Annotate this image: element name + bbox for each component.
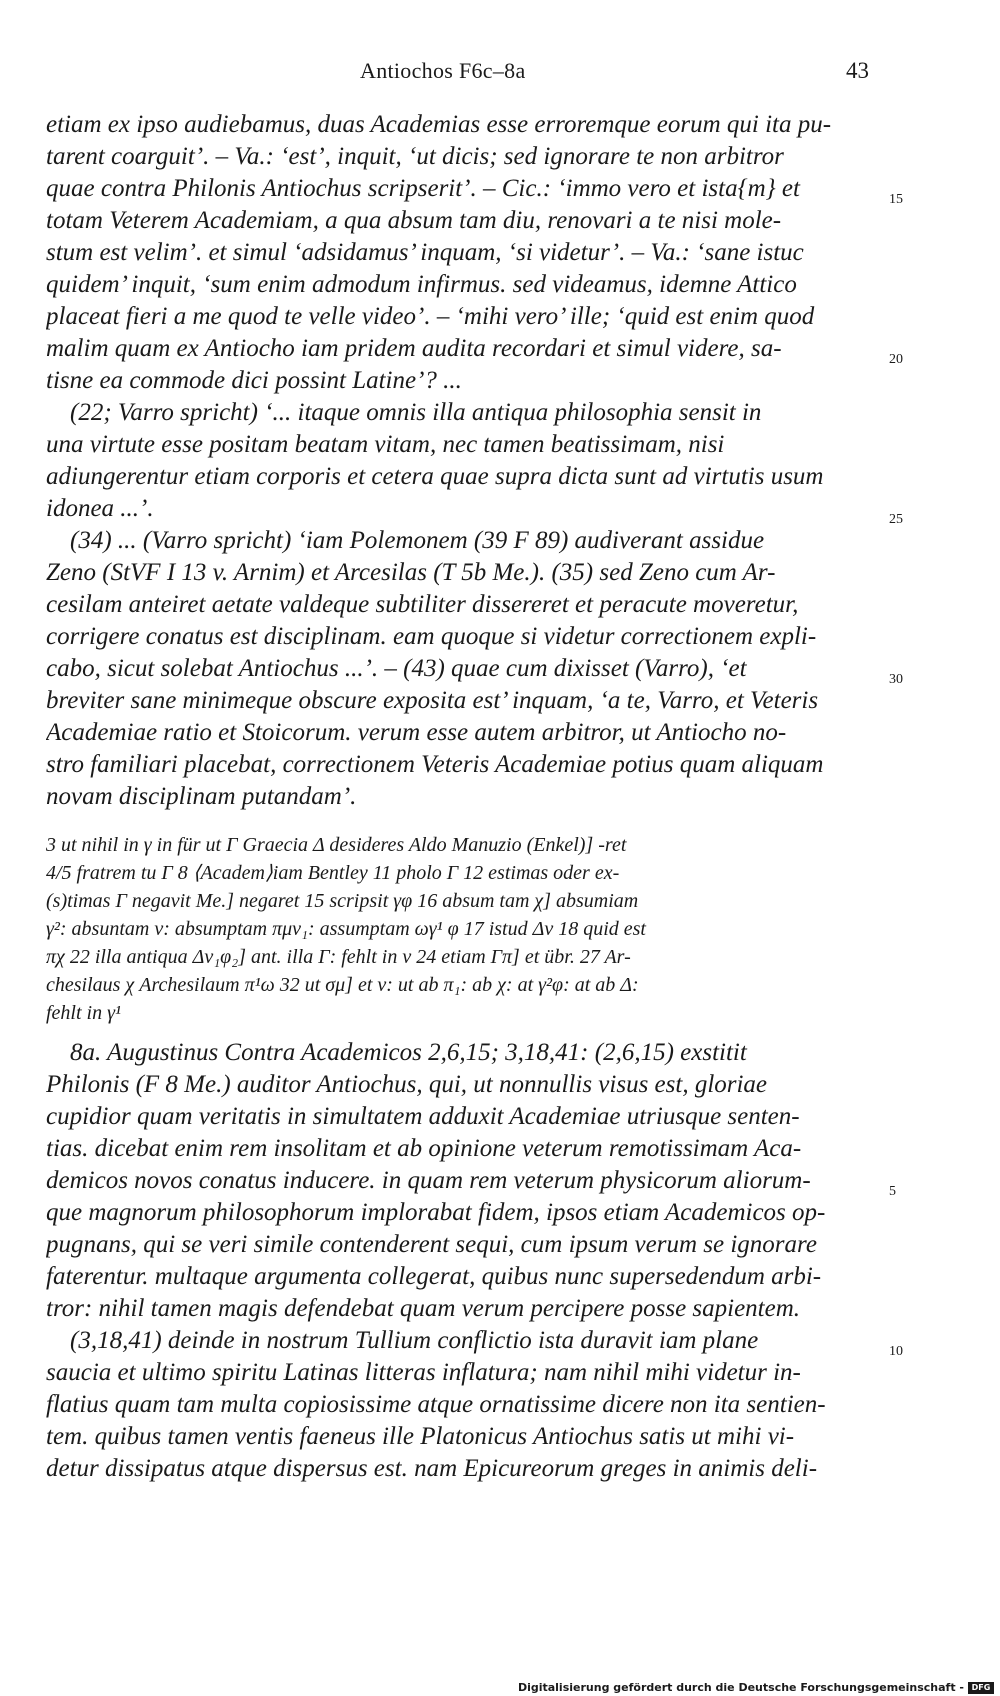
apparatus-line: γ²: absuntam ν: absumptam πμν₁: assumptam ωγ¹ φ 17 istud Δν 18 quid est bbox=[46, 918, 646, 940]
text-line: que magnorum philosophorum implorabat fidem, ipsos etiam Academicos op- bbox=[46, 1199, 826, 1226]
apparatus-line: 3 ut nihil in γ in für ut Γ Graecia Δ desideres Aldo Manuzio (Enkel)] -ret bbox=[46, 834, 627, 856]
text-line: faterentur. multaque argumenta collegerat, quibus nunc supersedendum arbi- bbox=[46, 1263, 822, 1290]
line-number: 30 bbox=[889, 672, 903, 687]
footer-bar bbox=[0, 1680, 1000, 1696]
running-head-title: Antiochos F6c–8a bbox=[360, 58, 526, 83]
text-line: Zeno (StVF I 13 v. Arnim) et Arcesilas (T 5b Me.). (35) sed Zeno cum Ar- bbox=[46, 559, 776, 586]
text-line: tror: nihil tamen magis defendebat quam verum percipere posse sapientem. bbox=[46, 1295, 801, 1322]
text-line: (3,18,41) deinde in nostrum Tullium conflictio ista duravit iam plane bbox=[70, 1327, 759, 1354]
text-line: placeat fieri a me quod te velle video’. – ‘mihi vero’ ille; ‘quid est enim quod bbox=[46, 303, 815, 330]
text-line: Academiae ratio et Stoicorum. verum esse autem arbitror, ut Antiocho no- bbox=[46, 719, 787, 746]
text-line: breviter sane minimeque obscure exposita est’ inquam, ‘a te, Varro, et Veteris bbox=[46, 687, 819, 714]
text-line: saucia et ultimo spiritu Latinas litteras inflatura; nam nihil mihi videtur in- bbox=[46, 1359, 801, 1386]
text-line: malim quam ex Antiocho iam pridem audita recordari et simul videre, sa- bbox=[46, 335, 782, 362]
apparatus-line: chesilaus χ Archesilaum π¹ω 32 ut σμ] et ν: ut ab π₁: ab χ: at γ²φ: at ab Δ: bbox=[46, 974, 639, 996]
text-line: stro familiari placebat, correctionem Veteris Academiae potius quam aliquam bbox=[46, 751, 824, 778]
text-line: cabo, sicut solebat Antiochus ...’. – (43) quae cum dixisset (Varro), ‘et bbox=[46, 655, 747, 682]
text-line: Philonis (F 8 Me.) auditor Antiochus, qui, ut nonnullis visus est, gloriae bbox=[46, 1071, 768, 1098]
text-line: adiungerentur etiam corporis et cetera quae supra dicta sunt ad virtutis usum bbox=[46, 463, 824, 490]
page-number: 43 bbox=[846, 58, 869, 83]
apparatus-line: (s)timas Γ negavit Me.] negaret 15 scripsit γφ 16 absum tam χ] absumiam bbox=[46, 890, 639, 912]
text-line: detur dissipatus atque dispersus est. nam Epicureorum greges in animis deli- bbox=[46, 1455, 818, 1482]
text-line: quae contra Philonis Antiochus scripserit’. – Cic.: ‘immo vero et ista{m} et bbox=[46, 175, 800, 202]
apparatus-line: 4/5 fratrem tu Γ 8 ⟨Academ⟩iam Bentley 11 pholo Γ 12 estimas oder ex- bbox=[46, 862, 620, 884]
text-line: flatius quam tam multa copiosissime atque ornatissime dicere non ita sentien- bbox=[46, 1391, 826, 1418]
text-line: quidem’ inquit, ‘sum enim admodum infirmus. sed videamus, idemne Attico bbox=[46, 271, 797, 298]
text-line: demicos novos conatus inducere. in quam rem veterum physicorum aliorum- bbox=[46, 1167, 811, 1194]
text-line: (34) ... (Varro spricht) ‘iam Polemonem (39 F 89) audiverant assidue bbox=[70, 527, 765, 554]
line-number: 5 bbox=[889, 1184, 896, 1199]
section-heading-line: 8a. Augustinus Contra Academicos 2,6,15; 3,18,41: (2,6,15) exstitit bbox=[70, 1039, 747, 1066]
line-number: 20 bbox=[889, 352, 903, 367]
text-line: tem. quibus tamen ventis faeneus ille Platonicus Antiochus satis ut mihi vi- bbox=[46, 1423, 795, 1450]
text-line: novam disciplinam putandam’. bbox=[46, 783, 357, 810]
text-line: cupidior quam veritatis in simultatem adduxit Academiae utriusque senten- bbox=[46, 1103, 800, 1130]
text-line: stum est velim’. et simul ‘adsidamus’ inquam, ‘si videtur’. – Va.: ‘sane istuc bbox=[46, 239, 804, 266]
text-line: pugnans, qui se veri simile contenderent sequi, cum ipsum verum se ignorare bbox=[46, 1231, 817, 1258]
apparatus-line: πχ 22 illa antiqua Δν₁φ₂] ant. illa Γ: fehlt in ν 24 etiam Γπ] et übr. 27 Ar- bbox=[46, 946, 631, 968]
line-number: 10 bbox=[889, 1344, 903, 1359]
text-line: totam Veterem Academiam, a qua absum tam diu, renovari a te nisi mole- bbox=[46, 207, 782, 234]
text-line: etiam ex ipso audiebamus, duas Academias esse erroremque eorum qui ita pu- bbox=[46, 111, 832, 138]
text-line: tias. dicebat enim rem insolitam et ab opinione veterum remotissimam Aca- bbox=[46, 1135, 802, 1162]
text-line: corrigere conatus est disciplinam. eam quoque si videtur correctionem expli- bbox=[46, 623, 817, 650]
dfg-logo: DFG bbox=[968, 1682, 994, 1694]
text-line: cesilam anteiret aetate valdeque subtiliter dissereret et peracute moveretur, bbox=[46, 591, 799, 618]
text-line: tisne ea commode dici possint Latine’? ... bbox=[46, 367, 462, 394]
funding-notice: Digitalisierung gefördert durch die Deutsche Forschungsgemeinschaft - bbox=[517, 1681, 964, 1694]
apparatus-line: fehlt in γ¹ bbox=[46, 1002, 121, 1024]
text-line: una virtute esse positam beatam vitam, nec tamen beatissimam, nisi bbox=[46, 431, 725, 458]
line-number: 25 bbox=[889, 512, 903, 527]
text-line: idonea ...’. bbox=[46, 495, 154, 522]
line-number: 15 bbox=[889, 192, 903, 207]
text-line: (22; Varro spricht) ‘... itaque omnis illa antiqua philosophia sensit in bbox=[70, 399, 762, 426]
text-line: tarent coarguit’. – Va.: ‘est’, inquit, ‘ut dicis; sed ignorare te non arbitror bbox=[46, 143, 784, 170]
